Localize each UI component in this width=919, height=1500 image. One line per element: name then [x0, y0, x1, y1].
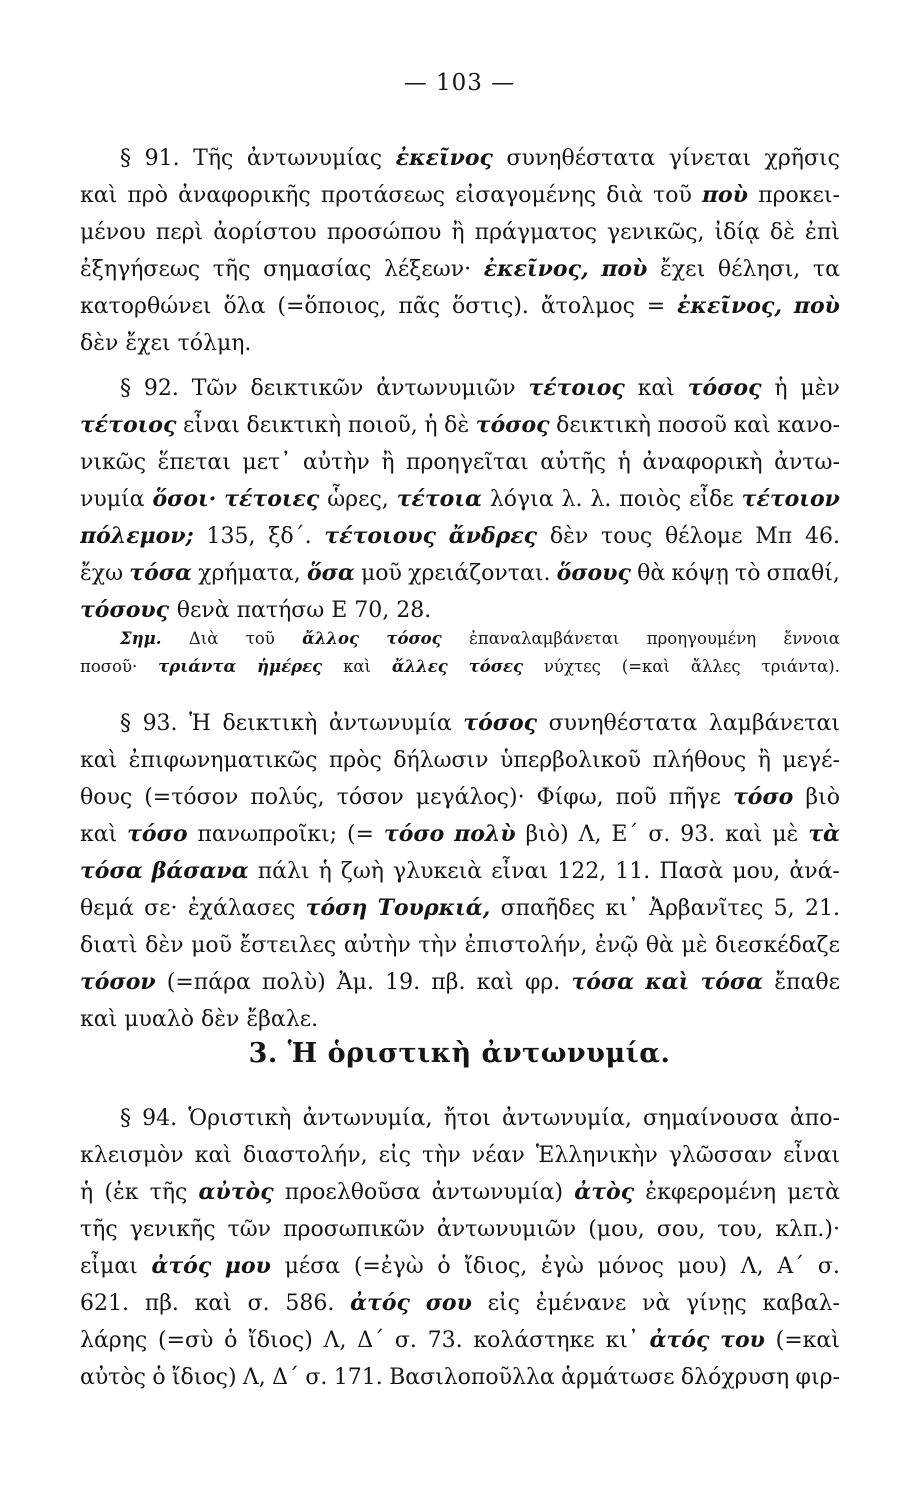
paragraph-94: [80, 1100, 840, 1396]
text-line: καὶ τόσο πανωπροῖκι; (= τόσο πολὺ βιὸ) Λ, Ε΄ σ. 93. καὶ μὲ τὰ: [80, 821, 840, 847]
text-line: τόσους θενὰ πατήσω Ε 70, 28.: [80, 597, 432, 623]
text-line: τόσον (=πάρα πολὺ) Ἀμ. 19. πβ. καὶ φρ. τόσα καὶ τόσα ἔπαθε: [80, 969, 840, 995]
section-heading: 3. Ἡ ὁριστικὴ ἀντωνυμία.: [248, 1038, 671, 1069]
note-block: [80, 625, 840, 681]
paragraph-93: [80, 705, 840, 1038]
page-number: — 103 —: [403, 70, 516, 96]
text-line: τέτοιος εἶναι δεικτικὴ ποιοῦ, ἡ δὲ τόσος δεικτικὴ ποσοῦ καὶ κανο-: [80, 412, 840, 438]
text-line: καὶ πρὸ ἀναφορικῆς προτάσεως εἰσαγομένης διὰ τοῦ ποὺ προκει-: [80, 182, 840, 208]
text-line: καὶ ἐπιφωνηματικῶς πρὸς δήλωσιν ὑπερβολικοῦ πλήθους ἢ μεγέ-: [80, 748, 840, 773]
text-line: § 94. Ὁριστικὴ ἀντωνυμία, ἤτοι ἀντωνυμία, σημαίνουσα ἀπο-: [120, 1106, 840, 1131]
text-line: θους (=τόσον πολύς, τόσον μεγάλος)· Φίφω, ποῦ πῆγε τόσο βιὸ: [80, 784, 840, 810]
text-line: κλεισμὸν καὶ διαστολήν, εἰς τὴν νέαν Ἑλληνικὴν γλῶσσαν εἶναι: [80, 1143, 840, 1168]
text-line: εἶμαι ἀτός μου μέσα (=ἐγὼ ὁ ἴδιος, ἐγὼ μόνος μου) Λ, Α΄ σ.: [80, 1253, 840, 1279]
text-line: κατορθώνει ὅλα (=ὅποιος, πᾶς ὅστις). ἄτολμος = ἐκεῖνος, ποὺ: [80, 293, 840, 319]
text-line: δὲν ἔχει τόλμη.: [80, 331, 252, 356]
text-line: καὶ μυαλὸ δὲν ἔβαλε.: [80, 1007, 319, 1032]
text-line: αὐτὸς ὁ ἴδιος) Λ, Δ΄ σ. 171. Βασιλοποῦλλα ἁρμάτωσε δλόχρυση φιρ-: [80, 1365, 840, 1390]
text-line: ἡ (ἐκ τῆς αὐτὸς προελθοῦσα ἀντωνυμία) ἀτὸς ἐκφερομένη μετὰ: [80, 1179, 840, 1205]
text-line: θεμά σε· ἐχάλασες τόση Τουρκιά, σπαῆδες κι᾽ Ἀρβανῖτες 5, 21.: [80, 895, 840, 921]
text-line: μένου περὶ ἀορίστου προσώπου ἢ πράγματος γενικῶς, ἰδίᾳ δὲ ἐπὶ: [80, 220, 840, 245]
text-line: πόλεμον; 135, ξδ΄. τέτοιους ἄνδρες δὲν τους θέλομε Μπ 46.: [80, 523, 840, 549]
text-line: διατὶ δὲν μοῦ ἔστειλες αὐτὴν τὴν ἐπιστολήν, ἐνῷ θὰ μὲ διεσκέδαζε: [80, 933, 840, 958]
text-line: ποσοῦ· τριάντα ἡμέρες καὶ ἄλλες τόσες νύχτες (=καὶ ἄλλες τριάντα).: [80, 657, 840, 676]
text-line: Σημ. Διὰ τοῦ ἄλλος τόσος ἐπαναλαμβάνεται προηγουμένη ἔννοια: [120, 629, 840, 648]
text-line: § 93. Ἡ δεικτικὴ ἀντωνυμία τόσος συνηθέστατα λαμβάνεται: [120, 710, 840, 736]
text-line: 621. πβ. καὶ σ. 586. ἀτός σου εἰς ἐμένανε νὰ γίνῃς καβαλ-: [80, 1290, 840, 1316]
text-line: ἐξηγήσεως τῆς σημασίας λέξεων· ἐκεῖνος, ποὺ ἔχει θέλησι, τα: [80, 256, 840, 282]
text-line: λάρης (=σὺ ὁ ἴδιος) Λ, Δ΄ σ. 73. κολάστηκε κι᾽ ἀτός του (=καὶ: [80, 1327, 840, 1353]
text-line: τόσα βάσανα πάλι ἡ ζωὴ γλυκειὰ εἶναι 122, 11. Πασὰ μου, ἀνά-: [80, 858, 840, 884]
text-line: τῆς γενικῆς τῶν προσωπικῶν ἀντωνυμιῶν (μου, σου, του, κλπ.)·: [80, 1217, 840, 1242]
text-line: § 92. Τῶν δεικτικῶν ἀντωνυμιῶν τέτοιος καὶ τόσος ἡ μὲν: [120, 375, 840, 401]
text-line: νικῶς ἕπεται μετ᾽ αὐτὴν ἢ προηγεῖται αὐτῆς ἡ ἀναφορικὴ ἀντω-: [80, 450, 840, 475]
text-line: νυμία ὅσοι· τέτοιες ὧρες, τέτοια λόγια λ. λ. ποιὸς εἶδε τέτοιον: [80, 486, 840, 512]
paragraph-92: [80, 370, 840, 629]
text-line: ἔχω τόσα χρήματα, ὅσα μοῦ χρειάζονται. ὅσους θὰ κόψῃ τὸ σπαθί,: [80, 560, 840, 586]
text-line: § 91. Τῆς ἀντωνυμίας ἐκεῖνος συνηθέστατα γίνεται χρῆσις: [120, 145, 840, 171]
paragraph-91: [80, 140, 840, 362]
